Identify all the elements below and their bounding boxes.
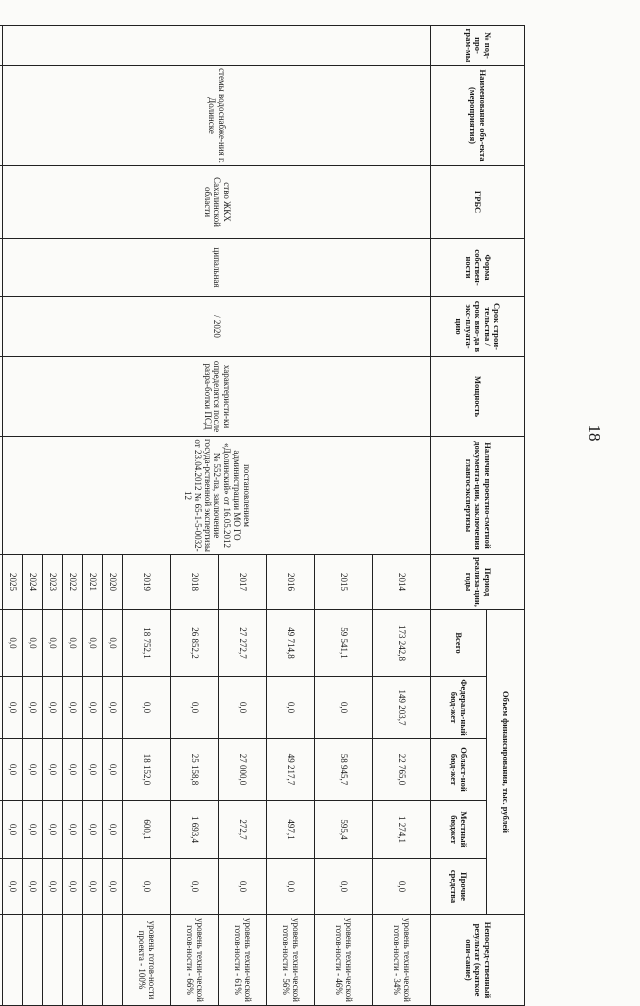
object1-result-cell bbox=[43, 915, 63, 1006]
object1-name: стемы водоснабже-ния г. Долинске bbox=[3, 66, 431, 166]
object1-year-cell: 2023 bbox=[43, 555, 63, 610]
object1-year-cell: 2022 bbox=[63, 555, 83, 610]
header-form: Форма собствен-ности bbox=[431, 239, 525, 297]
object1-total-cell: 0,0 bbox=[83, 610, 103, 677]
header-federal: Федераль-ный бюд-жет bbox=[431, 677, 487, 739]
object1-local-cell: 0,0 bbox=[23, 801, 43, 859]
object1-result-cell bbox=[103, 915, 123, 1006]
object1-other-cell: 0,0 bbox=[23, 859, 43, 915]
header-other: Прочие средства bbox=[431, 859, 487, 915]
object1-year-cell: 2016 bbox=[267, 555, 315, 610]
object2-other-cell bbox=[0, 859, 3, 915]
object1-local-cell: 0,0 bbox=[63, 801, 83, 859]
object2-regional-cell bbox=[0, 739, 3, 801]
object1-result-cell bbox=[3, 915, 23, 1006]
header-capacity: Мощность bbox=[431, 357, 525, 437]
header-docs: Наличие проектно-сметной документа-ции, заключения главгосэкспертизы bbox=[431, 437, 525, 555]
object1-total-cell: 0,0 bbox=[43, 610, 63, 677]
header-term: Срок строи-тельства / срок вво-да в экс-плуата-цию bbox=[431, 297, 525, 357]
header-name: Наименование объ-екта (мероприятия) bbox=[431, 66, 525, 166]
object2-local-cell bbox=[0, 801, 3, 859]
object1-federal-cell: 0,0 bbox=[23, 677, 43, 739]
object1-other-cell: 0,0 bbox=[315, 859, 373, 915]
object1-total-cell: 27 272,7 bbox=[219, 610, 267, 677]
object1-term: / 2020 bbox=[3, 297, 431, 357]
object2-year-cell bbox=[0, 555, 3, 610]
object1-local-cell: 600,1 bbox=[123, 801, 171, 859]
object1-federal-cell: 0,0 bbox=[267, 677, 315, 739]
object1-local-cell: 272,7 bbox=[219, 801, 267, 859]
object2-grbs bbox=[0, 166, 3, 239]
object1-local-cell: 595,4 bbox=[315, 801, 373, 859]
object1-federal-cell: 0,0 bbox=[219, 677, 267, 739]
object1-capacity: характеристи-ки определятся после разра-ботки ПСД bbox=[3, 357, 431, 437]
object1-year-cell: 2021 bbox=[83, 555, 103, 610]
object1-row bbox=[373, 26, 431, 1006]
object1-total-cell: 0,0 bbox=[23, 610, 43, 677]
object1-form: ципальная bbox=[3, 239, 431, 297]
object1-regional-cell: 18 152,0 bbox=[123, 739, 171, 801]
object1-result-cell: уровень техни-ческой готов-ности - 56% bbox=[267, 915, 315, 1006]
object1-regional-cell: 0,0 bbox=[43, 739, 63, 801]
header-result: Непосред-ственный результат (краткое опи-сание) bbox=[431, 915, 525, 1006]
object1-local-cell: 0,0 bbox=[43, 801, 63, 859]
object1-year-cell: 2017 bbox=[219, 555, 267, 610]
object1-total-cell: 0,0 bbox=[103, 610, 123, 677]
header-local: Местный бюджет bbox=[431, 801, 487, 859]
object1-result-cell: уровень готов-ности проекта - 100% bbox=[123, 915, 171, 1006]
object1-total-cell: 49 714,8 bbox=[267, 610, 315, 677]
object1-regional-cell: 0,0 bbox=[83, 739, 103, 801]
object1-regional-cell: 25 158,8 bbox=[171, 739, 219, 801]
object1-local-cell: 497,1 bbox=[267, 801, 315, 859]
object1-other-cell: 0,0 bbox=[103, 859, 123, 915]
object2-term bbox=[0, 297, 3, 357]
header-grbs: ГРБС bbox=[431, 166, 525, 239]
object1-year-cell: 2015 bbox=[315, 555, 373, 610]
object2-row bbox=[0, 26, 3, 1006]
rotated-page bbox=[8, 25, 525, 1002]
object2-num bbox=[0, 26, 3, 66]
object1-total-cell: 173 242,8 bbox=[373, 610, 431, 677]
object1-other-cell: 0,0 bbox=[83, 859, 103, 915]
object1-local-cell: 0,0 bbox=[83, 801, 103, 859]
object1-federal-cell: 0,0 bbox=[83, 677, 103, 739]
object1-year-cell: 2025 bbox=[3, 555, 23, 610]
object1-year-cell: 2024 bbox=[23, 555, 43, 610]
object1-local-cell: 1 693,4 bbox=[171, 801, 219, 859]
object1-regional-cell: 49 217,7 bbox=[267, 739, 315, 801]
object2-form bbox=[0, 239, 3, 297]
object2-capacity bbox=[0, 357, 3, 437]
object2-total-cell bbox=[0, 610, 3, 677]
object1-year-cell: 2019 bbox=[123, 555, 171, 610]
object1-federal-cell: 0,0 bbox=[171, 677, 219, 739]
object1-total-cell: 0,0 bbox=[3, 610, 23, 677]
object1-local-cell: 0,0 bbox=[3, 801, 23, 859]
object1-federal-cell: 0,0 bbox=[123, 677, 171, 739]
object1-regional-cell: 58 945,7 bbox=[315, 739, 373, 801]
object1-federal-cell: 0,0 bbox=[43, 677, 63, 739]
object1-regional-cell: 0,0 bbox=[3, 739, 23, 801]
object1-total-cell: 26 852,2 bbox=[171, 610, 219, 677]
object1-other-cell: 0,0 bbox=[123, 859, 171, 915]
object1-year-cell: 2020 bbox=[103, 555, 123, 610]
object1-other-cell: 0,0 bbox=[373, 859, 431, 915]
object1-regional-cell: 0,0 bbox=[63, 739, 83, 801]
object2-name bbox=[0, 66, 3, 166]
object1-result-cell: уровень техни-ческой готов-ности - 66% bbox=[171, 915, 219, 1006]
object1-result-cell: уровень техни-ческой готов-ности - 46% bbox=[315, 915, 373, 1006]
object2-docs bbox=[0, 437, 3, 555]
header-regional: Област-ной бюд-жет bbox=[431, 739, 487, 801]
object2-federal-cell bbox=[0, 677, 3, 739]
object1-docs: постановлением администрации МО ГО «Долинский» от 16.05.2012 № 552-па, заключение госуда-рственной экспертизы от 23.04.2012 № 65-1-5-0032-12 bbox=[3, 437, 431, 555]
page-number: 18 bbox=[585, 424, 604, 442]
object1-grbs: ство ЖКХ Сахалинской области bbox=[3, 166, 431, 239]
object1-result-cell bbox=[63, 915, 83, 1006]
object1-other-cell: 0,0 bbox=[219, 859, 267, 915]
header-funding: Объем финансирования, тыс. рублей bbox=[487, 610, 525, 915]
object1-local-cell: 0,0 bbox=[103, 801, 123, 859]
object1-total-cell: 0,0 bbox=[63, 610, 83, 677]
object1-federal-cell: 0,0 bbox=[315, 677, 373, 739]
object1-federal-cell: 0,0 bbox=[63, 677, 83, 739]
object1-num bbox=[3, 26, 431, 66]
header-period: Период реализа-ции, годы bbox=[431, 555, 525, 610]
object1-result-cell bbox=[23, 915, 43, 1006]
object1-regional-cell: 22 765,0 bbox=[373, 739, 431, 801]
object1-federal-cell: 0,0 bbox=[3, 677, 23, 739]
object1-year-cell: 2018 bbox=[171, 555, 219, 610]
object1-year-cell: 2014 bbox=[373, 555, 431, 610]
object1-local-cell: 1 274,1 bbox=[373, 801, 431, 859]
header-total: Всего bbox=[431, 610, 487, 677]
object1-result-cell: уровень техни-ческой готов-ности - 34% bbox=[373, 915, 431, 1006]
object1-result-cell bbox=[83, 915, 103, 1006]
object1-total-cell: 18 752,1 bbox=[123, 610, 171, 677]
funding-table bbox=[0, 25, 525, 1006]
object1-regional-cell: 27 000,0 bbox=[219, 739, 267, 801]
object1-other-cell: 0,0 bbox=[63, 859, 83, 915]
object1-federal-cell: 0,0 bbox=[103, 677, 123, 739]
object1-regional-cell: 0,0 bbox=[103, 739, 123, 801]
object1-other-cell: 0,0 bbox=[3, 859, 23, 915]
object1-regional-cell: 0,0 bbox=[23, 739, 43, 801]
object1-other-cell: 0,0 bbox=[267, 859, 315, 915]
object1-federal-cell: 149 203,7 bbox=[373, 677, 431, 739]
header-num: № под-про-грам-мы bbox=[431, 26, 525, 66]
object1-other-cell: 0,0 bbox=[171, 859, 219, 915]
object1-result-cell: уровень техни-ческой готов-ности - 61% bbox=[219, 915, 267, 1006]
object2-result-cell bbox=[0, 915, 3, 1006]
object1-other-cell: 0,0 bbox=[43, 859, 63, 915]
object1-total-cell: 59 541,1 bbox=[315, 610, 373, 677]
